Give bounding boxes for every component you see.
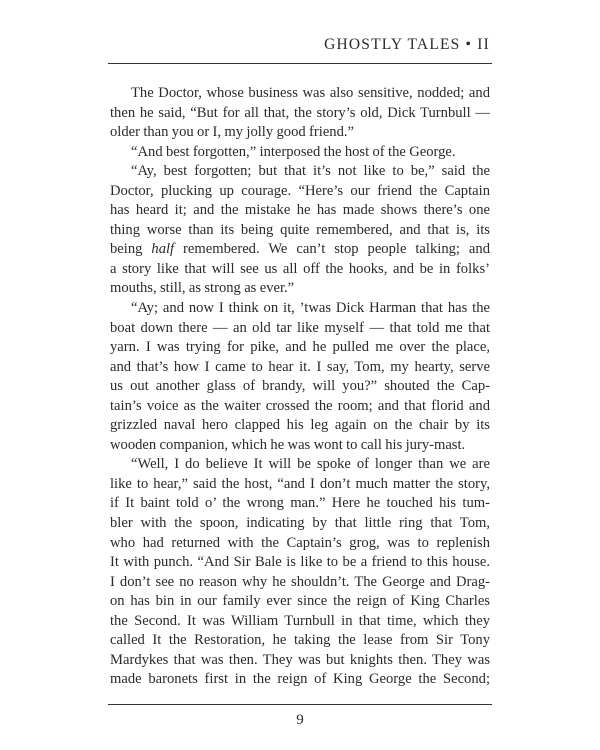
text-line: on has bin in our family ever since the reign of King Charles: [110, 593, 490, 610]
text-line: Mardykes that was then. They was but knights then. They was: [110, 651, 490, 668]
running-head: GHOSTLY TALES • II: [324, 36, 490, 53]
text-line: “Ay; and now I think on it, ’twas Dick Harman that has the: [131, 300, 490, 317]
text-line: Doctor, plucking up courage. “Here’s our friend the Captain: [110, 182, 490, 199]
page-number: 9: [296, 712, 304, 728]
header-rule: [108, 63, 492, 64]
text-line: a story like that will see us all off the hooks, and be in folks’: [110, 260, 490, 277]
text-line: boat down there — an old tar like myself — that told me that: [110, 319, 490, 336]
text-line: “Ay, best forgotten; but that it’s not like to be,” said the: [131, 163, 490, 180]
text-line: if It baint told o’ the wrong man.” Here he touched his tum-: [110, 495, 490, 512]
text-line: “Well, I do believe It will be spoke of longer than we are: [131, 456, 490, 473]
footer-rule: [108, 704, 492, 705]
text-line: mouths, still, as strong as ever.”: [110, 280, 295, 297]
text-line: older than you or I, my jolly good friend.”: [110, 124, 355, 141]
text-line: called It the Restoration, he taking the lease from Sir Tony: [110, 632, 490, 649]
text-line: I don’t see no reason why he shouldn’t. The George and Drag-: [110, 573, 490, 590]
text-line: us out another glass of brandy, will you?” shouted the Cap-: [110, 378, 490, 395]
text-line: being half remembered. We can’t stop people talking; and: [110, 241, 490, 258]
text-line: made baronets first in the reign of King George the Second;: [110, 671, 490, 688]
text-line: yarn. I was trying for pike, and he pulled me over the place,: [110, 339, 490, 356]
text-line: The Doctor, whose business was also sensitive, nodded; and: [131, 85, 490, 101]
text-line: “And best forgotten,” interposed the host of the George.: [131, 143, 456, 160]
text-line: then he said, “But for all that, the story’s old, Dick Turnbull —: [110, 104, 490, 121]
text-line: has heard it; and the mistake he has made shows there’s one: [110, 202, 490, 219]
body-text: [110, 84, 490, 690]
text-line: the Second. It was William Turnbull in that time, which they: [110, 612, 490, 629]
text-line: like to hear,” said the host, “and I don’t much matter the story,: [110, 475, 490, 492]
text-line: and that’s how I came to hear it. I say, Tom, my hearty, serve: [110, 358, 490, 375]
text-line: thing worse than its being quite remembered, and that is, its: [110, 221, 490, 238]
text-line: who had returned with the Captain’s grog, was to replenish: [110, 534, 490, 551]
text-line: wooden companion, which he was wont to call his jury-mast.: [110, 436, 466, 453]
text-line: tain’s voice as the waiter crossed the room; and that florid and: [110, 397, 490, 414]
text-line: grizzled naval hero clapped his leg again on the chair by its: [110, 417, 490, 434]
emphasized-word: half: [151, 241, 175, 258]
text-line: It with punch. “And Sir Bale is like to be a friend to this house.: [110, 554, 490, 571]
text-line: bler with the spoon, indicating by that little ring that Tom,: [110, 515, 490, 532]
